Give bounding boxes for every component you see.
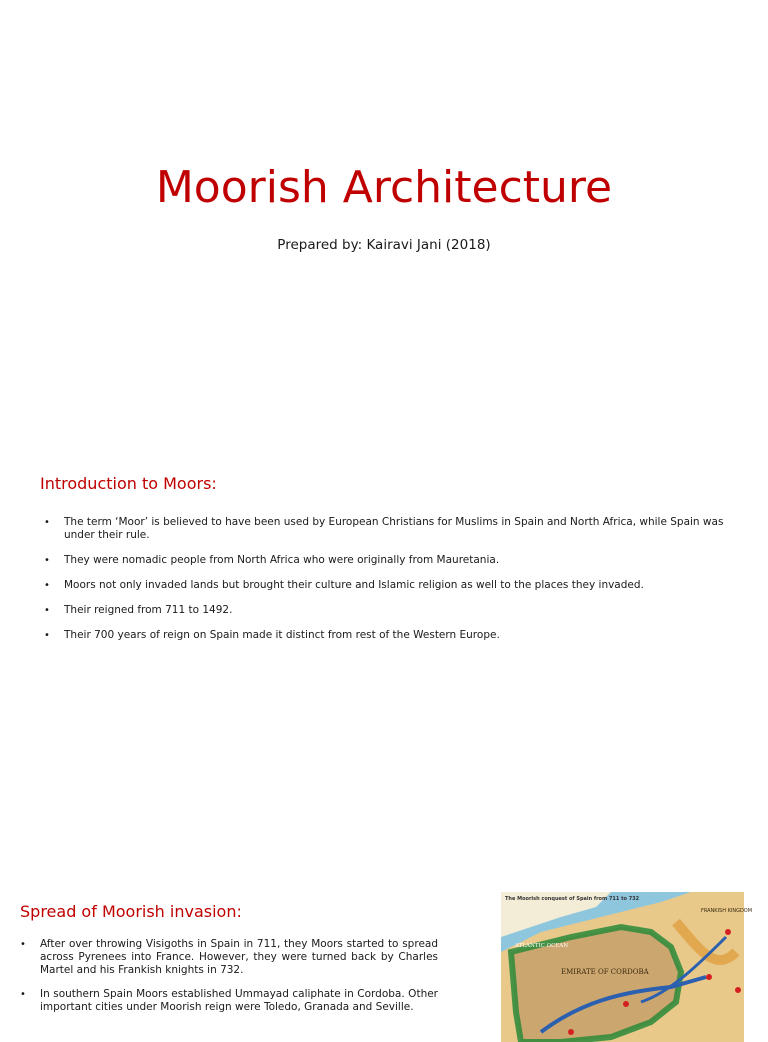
intro-bullet-list [44, 516, 734, 654]
ocean-label: ATLANTIC OCEAN [515, 943, 569, 949]
bullet-text: Moors not only invaded lands but brought their culture and Islamic religion as well to the places they invaded. [64, 579, 644, 591]
bullet-text: Their reigned from 711 to 1492. [64, 604, 233, 616]
city-marker [725, 929, 731, 935]
bullet-icon: • [44, 630, 50, 641]
list-item [44, 604, 734, 617]
emirate-label: EMIRATE OF CORDOBA [561, 968, 649, 976]
bullet-icon: • [20, 989, 26, 1000]
bullet-icon: • [44, 555, 50, 566]
list-item [44, 629, 734, 642]
list-item [20, 938, 438, 977]
bullet-text: After over throwing Visigoths in Spain in 711, they Moors started to spread across Pyrenees into France. However, they were turned back by Charles Martel and his Frankish knights in 732. [40, 938, 438, 976]
conquest-map-image [501, 892, 753, 1042]
intro-heading: Introduction to Moors: [40, 474, 217, 493]
map-graphic [501, 892, 753, 1042]
list-item [20, 988, 438, 1014]
spread-bullet-list [20, 938, 438, 1025]
bullet-icon: • [44, 517, 50, 528]
bullet-text: In southern Spain Moors established Ummayad caliphate in Cordoba. Other important cities under Moorish reign were Toledo, Granada and Seville. [40, 988, 438, 1013]
city-marker [623, 1001, 629, 1007]
bullet-text: The term ‘Moor’ is believed to have been used by European Christians for Muslims in Spain and North Africa, while Spain was under their rule. [64, 516, 724, 541]
list-item [44, 516, 734, 542]
presentation-title: Moorish Architecture [155, 162, 613, 213]
bullet-icon: • [20, 939, 26, 950]
title-slide [0, 0, 768, 430]
spread-slide [0, 862, 768, 1024]
bullet-icon: • [44, 580, 50, 591]
frankish-label: FRANKISH KINGDOM [701, 908, 753, 914]
list-item [44, 579, 734, 592]
bullet-text: They were nomadic people from North Africa who were originally from Mauretania. [64, 554, 500, 566]
city-marker [706, 974, 712, 980]
bullet-text: Their 700 years of reign on Spain made it distinct from rest of the Western Europe. [64, 629, 500, 641]
presentation-subtitle: Prepared by: Kairavi Jani (2018) [277, 237, 491, 253]
list-item [44, 554, 734, 567]
city-marker [568, 1029, 574, 1035]
spread-heading: Spread of Moorish invasion: [20, 902, 242, 921]
city-marker [735, 987, 741, 993]
intro-slide [0, 430, 768, 862]
bullet-icon: • [44, 605, 50, 616]
map-title: The Moorish conquest of Spain from 711 to 732 [505, 896, 640, 902]
